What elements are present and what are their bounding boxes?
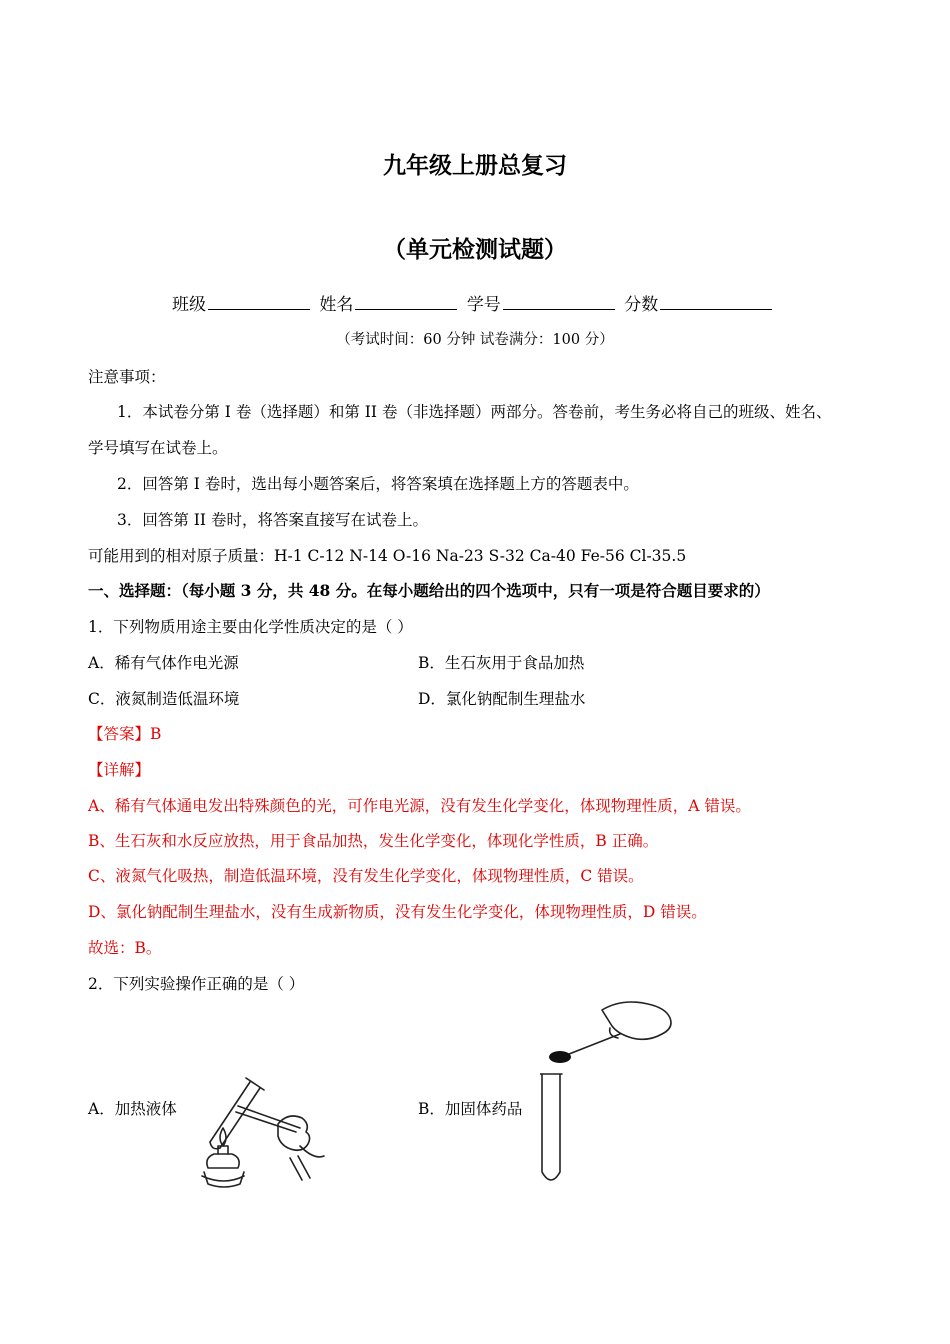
student-info-fields <box>172 290 776 315</box>
q1-explain-c: C、液氮气化吸热，制造低温环境，没有发生化学变化，体现物理性质，C 错误。 <box>88 867 644 885</box>
section1-heading: 一、选择题：（每小题 3 分，共 48 分。在每小题给出的四个选项中，只有一项是符合题目要求的） <box>88 581 770 600</box>
field-score-label: 分数 <box>624 295 659 315</box>
q1-option-b: B．生石灰用于食品加热 <box>418 654 585 672</box>
field-name-blank[interactable] <box>355 293 457 310</box>
q1-option-a: A．稀有气体作电光源 <box>88 654 239 672</box>
q1-explain-label: 【详解】 <box>88 761 151 779</box>
q2-option-b: B．加固体药品 <box>418 1100 523 1118</box>
field-number-label: 学号 <box>466 295 501 315</box>
notes-heading: 注意事项： <box>88 368 166 386</box>
adding-solid-figure <box>540 998 680 1188</box>
note-item-1-cont: 学号填写在试卷上。 <box>88 439 228 457</box>
field-name-label: 姓名 <box>319 295 354 315</box>
q1-option-c: C．液氮制造低温环境 <box>88 690 240 708</box>
q1-explain-b: B、生石灰和水反应放热，用于食品加热，发生化学变化，体现化学性质，B 正确。 <box>88 832 659 850</box>
page-subtitle: （单元检测试题） <box>383 236 567 263</box>
q1-answer: 【答案】B <box>88 725 162 743</box>
heating-liquid-figure <box>180 1072 330 1192</box>
field-class-label: 班级 <box>172 295 206 315</box>
q1-conclusion: 故选：B。 <box>88 939 162 957</box>
q2-stem: 2．下列实验操作正确的是（ ） <box>88 975 305 993</box>
field-number-blank[interactable] <box>503 293 615 310</box>
note-item-1: 1．本试卷分第 I 卷（选择题）和第 II 卷（非选择题）两部分。答卷前，考生务必将自己的班级、姓名、 <box>117 403 832 421</box>
note-item-2: 2．回答第 I 卷时，选出每小题答案后，将答案填在选择题上方的答题表中。 <box>117 475 639 493</box>
q1-explain-d: D、氯化钠配制生理盐水，没有生成新物质，没有发生化学变化，体现物理性质，D 错误。 <box>88 903 707 921</box>
exam-info: （考试时间：60 分钟 试卷满分：100 分） <box>336 332 614 348</box>
field-score-blank[interactable] <box>660 293 772 310</box>
field-class-blank[interactable] <box>208 293 310 310</box>
note-item-3: 3．回答第 II 卷时，将答案直接写在试卷上。 <box>117 511 428 529</box>
q1-option-d: D．氯化钠配制生理盐水 <box>418 690 586 708</box>
page-title: 九年级上册总复习 <box>383 152 567 179</box>
q1-explain-a: A、稀有气体通电发出特殊颜色的光，可作电光源，没有发生化学变化，体现物理性质，A 错误。 <box>88 797 751 815</box>
atomic-masses: 可能用到的相对原子质量：H-1 C-12 N-14 O-16 Na-23 S-32 Ca-40 Fe-56 Cl-35.5 <box>88 547 687 565</box>
q2-option-a: A．加热液体 <box>88 1100 177 1118</box>
q1-stem: 1．下列物质用途主要由化学性质决定的是（ ） <box>88 618 413 636</box>
